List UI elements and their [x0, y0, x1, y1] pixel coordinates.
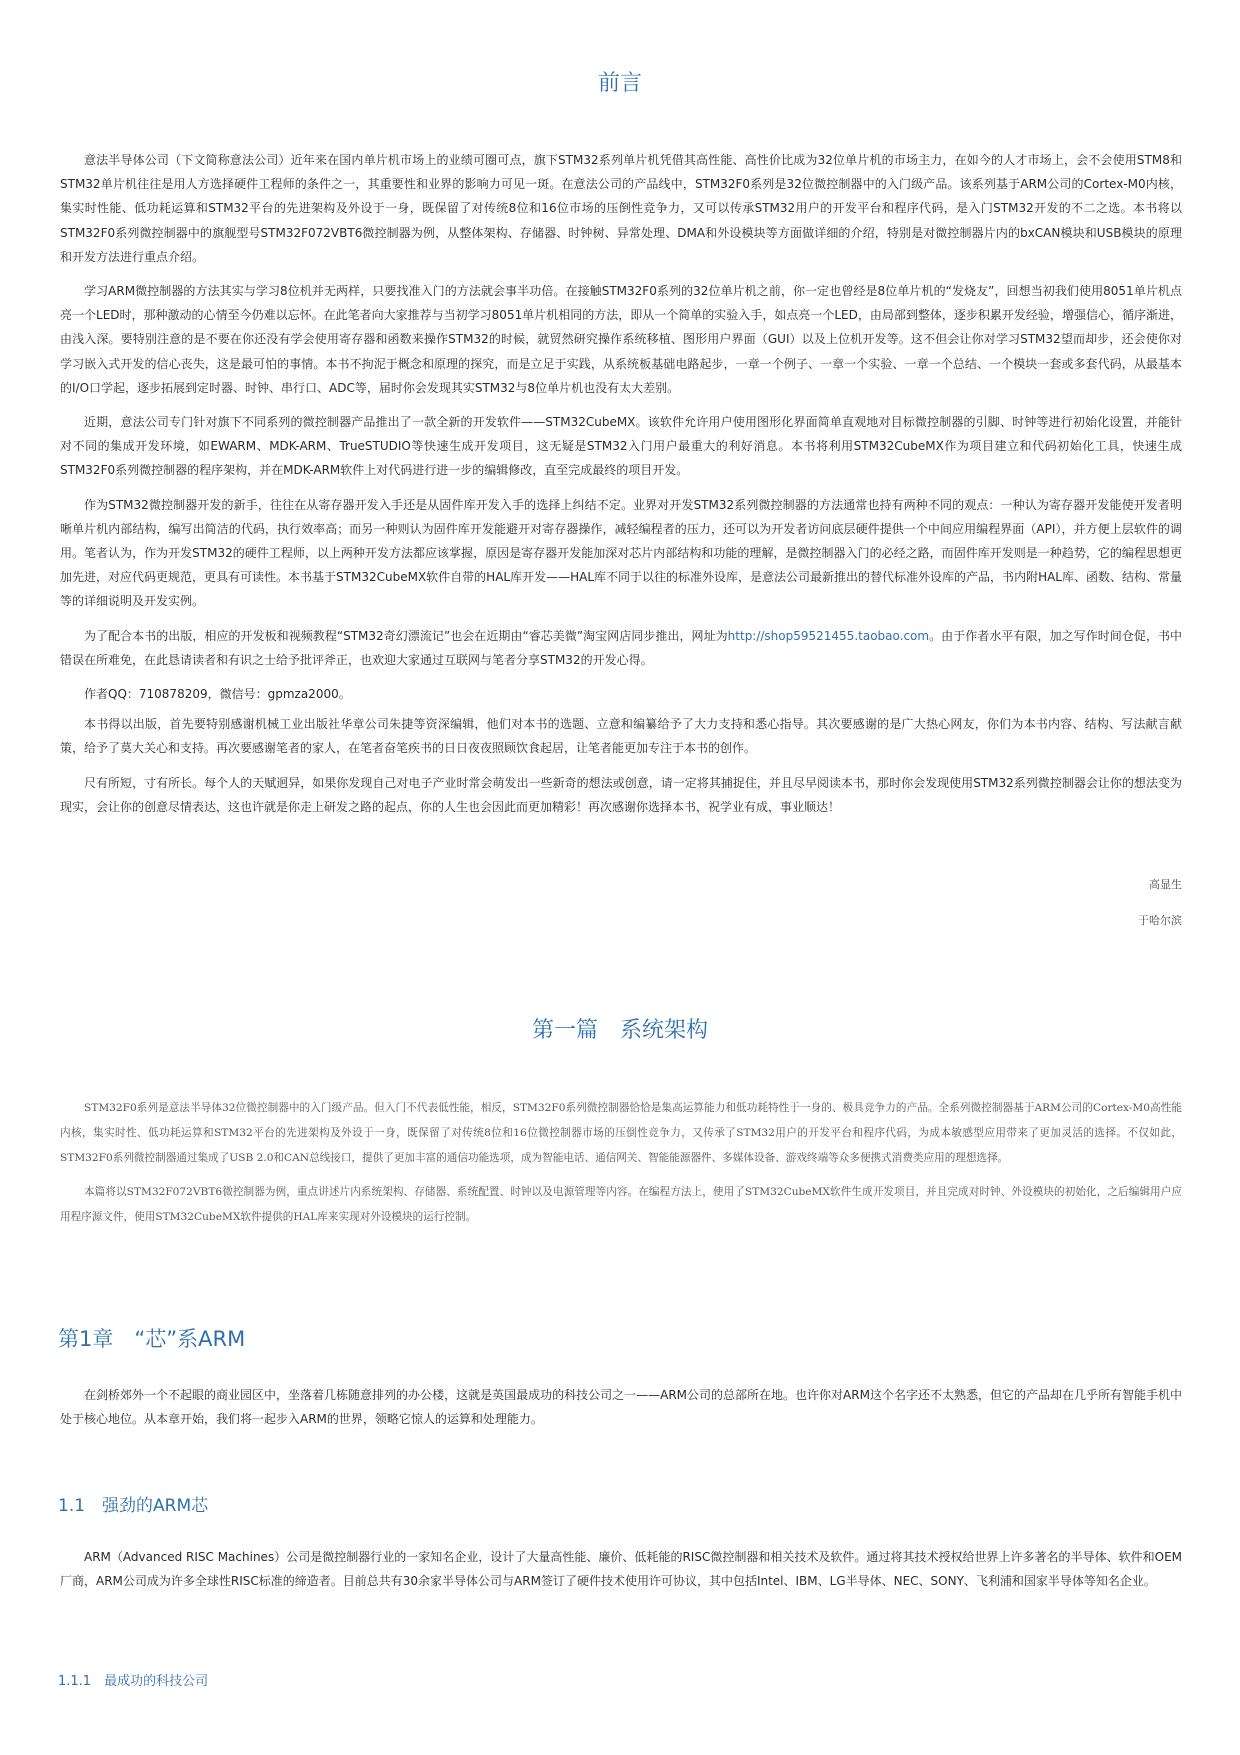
section-paragraph: ARM（Advanced RISC Machines）公司是微控制器行业的一家知名企业，设计了大量高性能、廉价、低耗能的RISC微控制器和相关技术及软件。通过将其技术授权给世界上许多著名的半导体、软件和OEM厂商，ARM公司成为许多全球性RISC标准的缔造者。目前总共有30余家半导体公司与ARM签订了硬件技术使用许可协议，其中包括Intel、IBM、LG半导体、NEC、SONY、飞利浦和国家半导体等知名企业。	[60, 1550, 1182, 1589]
chapter-title: 第1章 “芯”系ARM	[58, 1327, 246, 1351]
preface-paragraph-2: 学习ARM微控制器的方法其实与学习8位机并无两样，只要找准入门的方法就会事半功倍。在接触STM32F0系列的32位单片机之前，你一定也曾经是8位单片机的“发烧友”，回想当初我们使用8051单片机点亮一个LED时，那种激动的心情至今仍难以忘怀。在此笔者向大家推荐与当初学习8051单片机相同的方法，即从一个简单的实验入手，如点亮一个LED，由局部到整体，逐步积累开发经验，增强信心，循序渐进，由浅入深。要特别注意的是不要在你还没有学会使用寄存器和函数来操作STM32的时候，就贸然研究操作系统移植、图形用户界面（GUI）以及上位机开发等。这不但会让你对学习STM32望而却步，还会使你对学习嵌入式开发的信心丧失，这是最可怕的事情。本书不拘泥于概念和原理的探究，而是立足于实践，从系统板基础电路起步，一章一个例子、一章一个实验、一章一个总结、一个模块一套或多套代码，从最基本的I/O口学起，逐步拓展到定时器、时钟、串行口、ADC等，届时你会发现其实STM32与8位单片机也没有太大差别。	[60, 284, 1182, 395]
preface-closing: 尺有所短，寸有所长。每个人的天赋迥异，如果你发现自己对电子产业时常会萌发出一些新奇的想法或创意，请一定将其捕捉住，并且尽早阅读本书，那时你会发现使用STM32系列微控制器会让你的想法变为现实，会让你的创意尽情表达，这也许就是你走上研发之路的起点，你的人生也会因此而更加精彩！再次感谢你选择本书，祝学业有成，事业顺达！	[60, 775, 1182, 814]
website-intro: 为了配合本书的出版，相应的开发板和视频教程“STM32奇幻漂流记”也会在近期由“睿芯美微”淘宝网店同步推出，网址为	[84, 628, 728, 643]
preface-paragraph-3: 近期，意法公司专门针对旗下不同系列的微控制器产品推出了一款全新的开发软件——STM32CubeMX。该软件允许用户使用图形化界面简单直观地对目标微控制器的引脚、时钟等进行初始化设置，并能针对不同的集成开发环境，如EWARM、MDK-ARM、TrueSTUDIO等快速生成开发项目，这无疑是STM32入门用户最重大的利好消息。本书将利用STM32CubeMX作为项目建立和代码初始化工具，快速生成STM32F0系列微控制器的程序架构，并在MDK-ARM软件上对代码进行进一步的编辑修改，直至完成最终的项目开发。	[60, 415, 1182, 478]
preface-location: 于哈尔滨	[1138, 914, 1182, 927]
part-intro	[60, 1096, 1182, 1240]
preface-title: 前言	[597, 71, 642, 96]
section-title: 1.1 强劲的ARM芯	[58, 1496, 209, 1516]
preface-paragraph-4: 作为STM32微控制器开发的新手，往往在从寄存器开发入手还是从固件库开发入手的选择上纠结不定。业界对开发STM32系列微控制器的方法通常也持有两种不同的观点：一种认为寄存器开发能使开发者明晰单片机内部结构，编写出简洁的代码，执行效率高；而另一种则认为固件库开发能避开对寄存器操作，减轻编程者的压力，还可以为开发者访问底层硬件提供一个中间应用编程界面（API），并方便上层软件的调用。笔者认为，作为开发STM32的硬件工程师，以上两种开发方法都应该掌握，原因是寄存器开发能加深对芯片内部结构和功能的理解，是微控制器入门的必经之路，而固件库开发则是一种趋势，它的编程思想更加先进，对应代码更规范，更具有可读性。本书基于STM32CubeMX软件自带的HAL库开发——HAL库不同于以往的标准外设库，是意法公司最新推出的替代标准外设库的产品，书内附HAL库、函数、结构、常量等的详细说明及开发实例。	[60, 497, 1182, 609]
chapter-paragraph: 在剑桥郊外一个不起眼的商业园区中，坐落着几栋随意排列的办公楼，这就是英国最成功的科技公司之一——ARM公司的总部所在地。也许你对ARM这个名字还不太熟悉，但它的产品却在几乎所有智能手机中处于核心地位。从本章开始，我们将一起步入ARM的世界，领略它惊人的运算和处理能力。	[60, 1388, 1182, 1427]
preface-thanks: 本书得以出版，首先要特别感谢机械工业出版社华章公司朱捷等资深编辑，他们对本书的选题、立意和编纂给予了大力支持和悉心指导。其次要感谢的是广大热心网友，你们为本书内容、结构、写法献言献策，给予了莫大关心和支持。再次要感谢笔者的家人，在笔者奋笔疾书的日日夜夜照顾饮食起居，让笔者能更加专注于本书的创作。	[60, 717, 1182, 756]
preface-paragraph-website	[60, 624, 1182, 672]
part-title: 第一篇 系统架构	[531, 1018, 708, 1043]
section-body	[60, 1545, 1182, 1603]
preface-author: 高显生	[1149, 878, 1182, 891]
website-link[interactable]: http://shop59521455.taobao.com	[727, 628, 930, 643]
part-paragraph-2: 本篇将以STM32F072VBT6微控制器为例，重点讲述片内系统架构、存储器、系统配置、时钟以及电源管理等内容。在编程方法上，使用了STM32CubeMX软件生成开发项目，并且完成对时钟、外设模块的初始化，之后编辑用户应用程序源文件，使用STM32CubeMX软件提供的HAL库来实现对外设模块的运行控制。	[60, 1186, 1182, 1224]
part-paragraph-1: STM32F0系列是意法半导体32位微控制器中的入门级产品。但入门不代表低性能，相反，STM32F0系列微控制器恰恰是集高运算能力和低功耗特性于一身的、极具竞争力的产品。全系列微控制器基于ARM公司的Cortex-M0高性能内核，集实时性、低功耗运算和STM32平台的先进架构及外设于一身，既保留了对传统8位和16位微控制器市场的压倒性竞争力，又传承了STM32用户的开发平台和程序代码，为成本敏感型应用带来了更加灵活的选择。不仅如此，STM32F0系列微控制器通过集成了USB 2.0和CAN总线接口，提供了更加丰富的通信功能选项，成为智能电话、通信网关、智能能源器件、多媒体设备、游戏终端等众多便携式消费类应用的理想选择。	[60, 1102, 1182, 1164]
website-outro: 。由于作者水平有限，加之写作时间仓促，书中错误在所难免，在此恳请读者和有识之士给予批评斧正，也欢迎大家通过互联网与笔者分享STM32的开发心得。	[60, 628, 1182, 667]
preface-contact: 作者QQ：710878209，微信号：gpmza2000。	[84, 687, 351, 702]
subsection-title: 1.1.1 最成功的科技公司	[58, 1674, 209, 1689]
preface-paragraph-1: 意法半导体公司（下文简称意法公司）近年来在国内单片机市场上的业绩可圈可点，旗下STM32系列单片机凭借其高性能、高性价比成为32位单片机的市场主力，在如今的人才市场上，会不会使用STM8和STM32单片机往往是用人方选择硬件工程师的条件之一，其重要性和业界的影响力可见一斑。在意法公司的产品线中，STM32F0系列是32位微控制器中的入门级产品。该系列基于ARM公司的Cortex-M0内核，集实时性能、低功耗运算和STM32平台的先进架构及外设于一身，既保留了对传统8位和16位市场的压倒性竞争力，又可以传承STM32用户的开发平台和程序代码，是入门STM32开发的不二之选。本书将以STM32F0系列微控制器中的旗舰型号STM32F072VBT6微控制器为例，从整体架构、存储器、时钟树、异常处理、DMA和外设模块等方面做详细的介绍，特别是对微控制器片内的bxCAN模块和USB模块的原理和开发方法进行重点介绍。	[60, 153, 1182, 264]
chapter-body	[60, 1383, 1182, 1441]
preface-body	[60, 148, 1182, 829]
